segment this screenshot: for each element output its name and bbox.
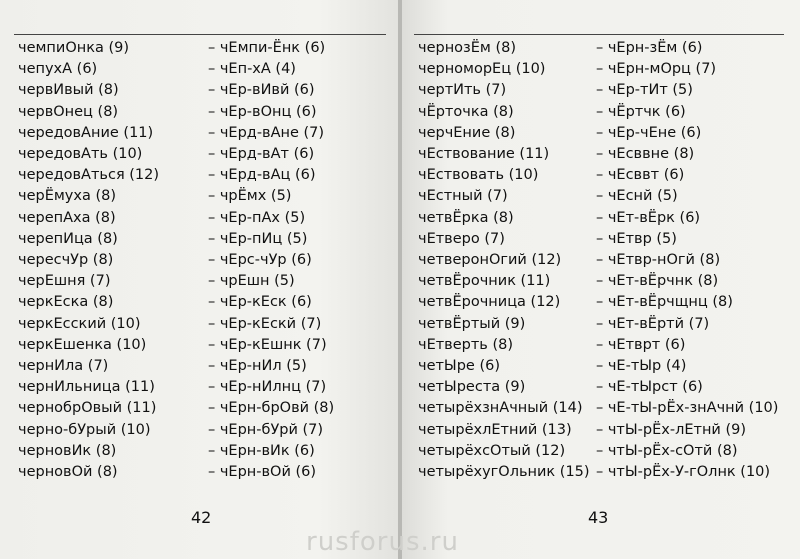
entry-syllables: – чЕрн-вОй (6) [208,464,317,480]
entry-syllables: – чрЕшн (5) [208,273,295,290]
entry-syllables: – чЕт-вЁрчщнц (8) [596,294,733,311]
entry-word: четвЁртый (9) [418,315,526,332]
word-entry [18,80,388,101]
entry-word: черновОй (8) [18,464,118,480]
entry-word: четырёхзнАчный (14) [418,400,583,417]
word-entry [18,123,388,144]
page-number: 43 [588,508,609,527]
word-entry [418,271,793,292]
entry-syllables: – чЕр-пИц (5) [208,230,308,247]
word-entry [418,250,793,271]
entry-word: чересчУр (8) [18,252,114,268]
word-entry [418,59,793,80]
entry-syllables: – чЕ-тЫр (4) [596,358,687,374]
entry-syllables: – чЕ-тЫрст (6) [596,379,703,396]
word-entry [418,314,793,335]
word-entry [418,38,793,59]
page-number: 42 [191,508,212,527]
entry-word: червОнец (8) [18,103,119,120]
entry-word: черкЕшенка (10) [18,336,147,353]
entry-word: черчЕние (8) [418,124,516,141]
entry-syllables: – чЕр-кЕск (6) [208,294,312,311]
entry-syllables: – чЕрс-чУр (6) [208,252,312,268]
entry-syllables: – чтЫ-рЁх-лЕтнй (9) [596,421,747,438]
entry-word: чЕстный (7) [418,188,508,205]
entry-syllables: – чЕт-вЁртй (7) [596,315,710,332]
entry-word: четЫреста (9) [418,379,526,396]
word-entry [418,80,793,101]
entry-word: чЁрточка (8) [418,103,514,120]
entry-syllables: – чЕсввне (8) [596,146,695,162]
entry-syllables: – чЕрд-вАт (6) [208,146,315,162]
entry-word: черкЕска (8) [18,294,114,311]
entry-syllables: – чЕт-вЁрк (6) [596,209,701,226]
entry-syllables: – чЕр-нИл (5) [208,358,307,374]
word-entry [418,165,793,186]
header-rule [14,34,386,35]
entry-syllables: – чЕрн-зЁм (6) [596,40,703,56]
entry-syllables: – чЕп-хА (4) [208,61,296,78]
entry-word: четЫре (6) [418,358,501,374]
header-rule [414,34,784,35]
entry-word: чередовАть (10) [18,146,143,162]
entry-syllables: – чЕсввт (6) [596,167,685,184]
word-entry [418,420,793,441]
word-entry [18,271,388,292]
word-entry [18,462,388,483]
entry-syllables: – чЕрд-вАне (7) [208,124,325,141]
word-entry [18,292,388,313]
entry-syllables: – чЕмпи-Ёнк (6) [208,40,326,56]
word-entry [18,420,388,441]
word-entry [418,229,793,250]
word-entry [18,441,388,462]
word-entry [18,250,388,271]
entry-syllables: – чЕрн-бУрй (7) [208,421,324,438]
entry-word: чернИльница (11) [18,379,155,396]
entry-word: черно-бУрый (10) [18,421,151,438]
word-entry [18,186,388,207]
entry-syllables: – чтЫ-рЁх-сОтй (8) [596,442,738,459]
word-entry [418,144,793,165]
entry-word: четырёхугОльник (15) [418,464,590,480]
word-entry [18,356,388,377]
word-entry [18,38,388,59]
entry-syllables: – чЕр-вИвй (6) [208,82,315,99]
word-entry [418,123,793,144]
entry-word: черкЕсский (10) [18,315,141,332]
entry-syllables: – чЕрн-вИк (6) [208,442,315,459]
entry-syllables: – чЕр-кЕшнк (7) [208,336,327,353]
entry-word: четырёхсОтый (12) [418,442,566,459]
entry-word: черновИк (8) [18,442,117,459]
entry-word: чЕствование (11) [418,146,550,162]
word-entry [18,229,388,250]
entry-word: чередовАться (12) [18,167,160,184]
entry-word: черепИца (8) [18,230,118,247]
word-entry [418,462,793,483]
word-entry [18,59,388,80]
word-entry [18,165,388,186]
entry-syllables: – чЕтвр (5) [596,230,677,247]
word-entry [418,377,793,398]
entry-word: чемпиОнка (9) [18,40,130,56]
entry-syllables: – чЕр-чЕне (6) [596,124,702,141]
word-entry [18,102,388,123]
entry-word: чернИла (7) [18,358,109,374]
entry-syllables: – чрЁмх (5) [208,188,292,205]
entry-syllables: – чЕтвр-нОгй (8) [596,252,721,268]
entry-word: чернозЁм (8) [418,40,517,56]
entry-word: четвЁрка (8) [418,209,514,226]
word-entry [418,208,793,229]
entry-word: чередовАние (11) [18,124,154,141]
entry-syllables: – чЕр-нИлнц (7) [208,379,327,396]
entry-word: чепухА (6) [18,61,98,78]
entry-syllables: – чтЫ-рЁх-У-гОлнк (10) [596,464,771,480]
entry-word: чертИть (7) [418,82,507,99]
entry-syllables: – чЕр-кЕскй (7) [208,315,322,332]
entry-syllables: – чЕрн-брОвй (8) [208,400,335,417]
entry-word: чЕствовать (10) [418,167,539,184]
word-entry [418,102,793,123]
entry-word: четырёхлЕтний (13) [418,421,572,438]
book-gutter [398,0,402,559]
word-entry [18,335,388,356]
word-entry [418,356,793,377]
entry-syllables: – чЕрд-вАц (6) [208,167,316,184]
word-entry [418,398,793,419]
entry-word: четверонОгий (12) [418,252,562,268]
entry-word: черЁмуха (8) [18,188,116,205]
word-entry [418,441,793,462]
entry-syllables: – чЕтврт (6) [596,336,686,353]
entry-word: черЕшня (7) [18,273,111,290]
word-entry [418,335,793,356]
entry-word: чЕтверо (7) [418,230,505,247]
entry-syllables: – чЕ-тЫ-рЁх-знАчнй (10) [596,400,779,417]
entry-syllables: – чЕрн-мОрц (7) [596,61,717,78]
entry-word: четвЁрочник (11) [418,273,551,290]
entry-syllables: – чЕр-пАх (5) [208,209,306,226]
right-page [400,0,800,559]
entry-word: черепАха (8) [18,209,116,226]
word-entry [18,208,388,229]
entry-word: черноморЕц (10) [418,61,546,78]
word-entry [18,144,388,165]
entry-word: червИвый (8) [18,82,119,99]
entry-word: чЕтверть (8) [418,336,513,353]
entry-syllables: – чЕт-вЁрчнк (8) [596,273,719,290]
word-entry [18,314,388,335]
word-entry [418,292,793,313]
entry-word: чернобрОвый (11) [18,400,157,417]
entry-word: четвЁрочница (12) [418,294,561,311]
word-entry [18,398,388,419]
entry-syllables: – чЕр-тИт (5) [596,82,693,99]
watermark: rusforus.ru [306,527,459,557]
word-entry [18,377,388,398]
entry-syllables: – чЕснй (5) [596,188,678,205]
entry-syllables: – чЕр-вОнц (6) [208,103,317,120]
word-entry [418,186,793,207]
entry-syllables: – чЁртчк (6) [596,103,686,120]
